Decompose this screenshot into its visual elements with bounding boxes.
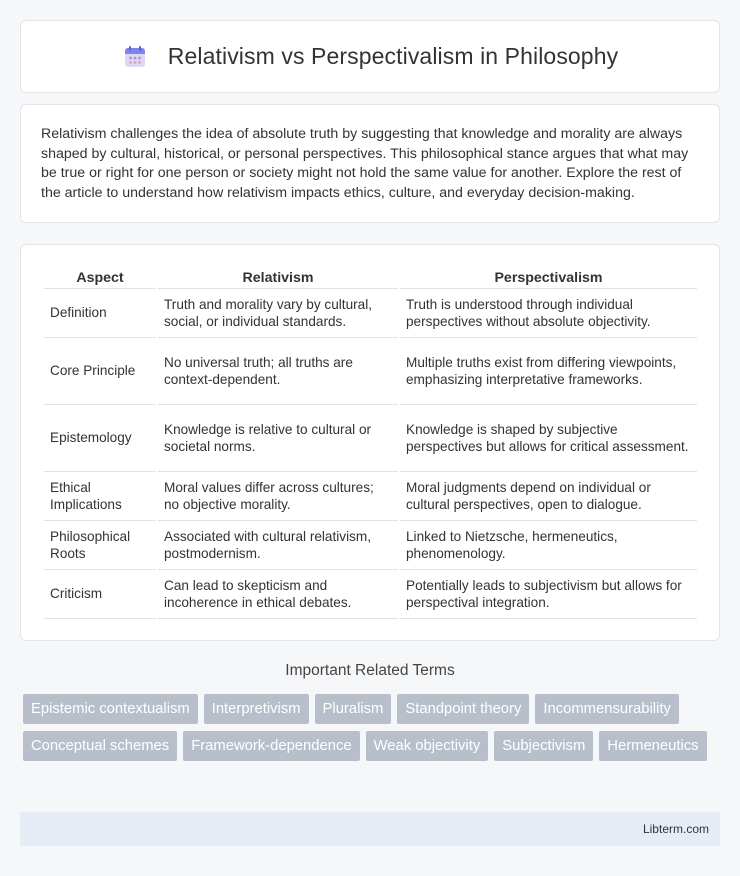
column-header-perspectivalism: Perspectivalism [400,267,697,289]
table-row [44,570,697,619]
tag-framework-dependence[interactable]: Framework-dependence [183,731,359,761]
table-cell-aspect: Definition [44,289,156,338]
table-cell-perspectivalism: Moral judgments depend on individual or cultural perspectives, open to dialogue. [400,472,697,521]
calendar-icon [122,44,148,70]
intro-paragraph: Relativism challenges the idea of absolute truth by suggesting that knowledge and morality are always shaped by cultural, historical, or personal perspectives. This philosophical stance argues that what may be true or right for one person or society might not hold the same value for another. Explore the rest of the article to understand how relativism impacts ethics, culture, and everyday decision-making. [41,126,689,201]
table-cell-relativism: Truth and morality vary by cultural, social, or individual standards. [158,289,398,338]
comparison-card [20,244,720,641]
tag-subjectivism[interactable]: Subjectivism [494,731,593,761]
related-terms-tags [20,694,720,761]
table-cell-perspectivalism: Truth is understood through individual perspectives without absolute objectivity. [400,289,697,338]
page-title: Relativism vs Perspectivalism in Philosophy [167,43,619,69]
table-cell-perspectivalism: Multiple truths exist from differing viewpoints, emphasizing interpretative frameworks. [400,338,697,405]
column-header-relativism: Relativism [158,267,398,289]
tag-incommensurability[interactable]: Incommensurability [535,694,678,724]
header-card [20,20,720,93]
table-cell-perspectivalism: Potentially leads to subjectivism but allows for perspectival integration. [400,570,697,619]
comparison-table [42,267,699,619]
tag-hermeneutics[interactable]: Hermeneutics [599,731,706,761]
column-header-aspect: Aspect [44,267,156,289]
table-header-row [44,267,697,289]
table-cell-relativism: Knowledge is relative to cultural or societal norms. [158,405,398,472]
tag-standpoint-theory[interactable]: Standpoint theory [397,694,529,724]
tag-weak-objectivity[interactable]: Weak objectivity [366,731,489,761]
intro-card [20,104,720,223]
table-cell-relativism: Moral values differ across cultures; no objective morality. [158,472,398,521]
table-cell-relativism: No universal truth; all truths are context-dependent. [158,338,398,405]
tag-interpretivism[interactable]: Interpretivism [204,694,309,724]
table-cell-aspect: Epistemology [44,405,156,472]
table-cell-perspectivalism: Linked to Nietzsche, hermeneutics, phenomenology. [400,521,697,570]
footer-site-link[interactable]: Libterm.com [642,822,709,836]
related-terms-heading: Important Related Terms [285,662,455,679]
table-cell-perspectivalism: Knowledge is shaped by subjective perspectives but allows for critical assessment. [400,405,697,472]
table-cell-aspect: Core Principle [44,338,156,405]
table-row [44,521,697,570]
related-terms-section [20,662,720,761]
tag-conceptual-schemes[interactable]: Conceptual schemes [23,731,177,761]
tag-pluralism[interactable]: Pluralism [315,694,392,724]
table-row [44,405,697,472]
table-cell-relativism: Can lead to skepticism and incoherence in ethical debates. [158,570,398,619]
table-cell-relativism: Associated with cultural relativism, postmodernism. [158,521,398,570]
table-row [44,472,697,521]
table-row [44,289,697,338]
tag-epistemic-contextualism[interactable]: Epistemic contextualism [23,694,198,724]
footer [20,812,720,846]
table-cell-aspect: Philosophical Roots [44,521,156,570]
table-cell-aspect: Criticism [44,570,156,619]
table-row [44,338,697,405]
table-cell-aspect: Ethical Implications [44,472,156,521]
